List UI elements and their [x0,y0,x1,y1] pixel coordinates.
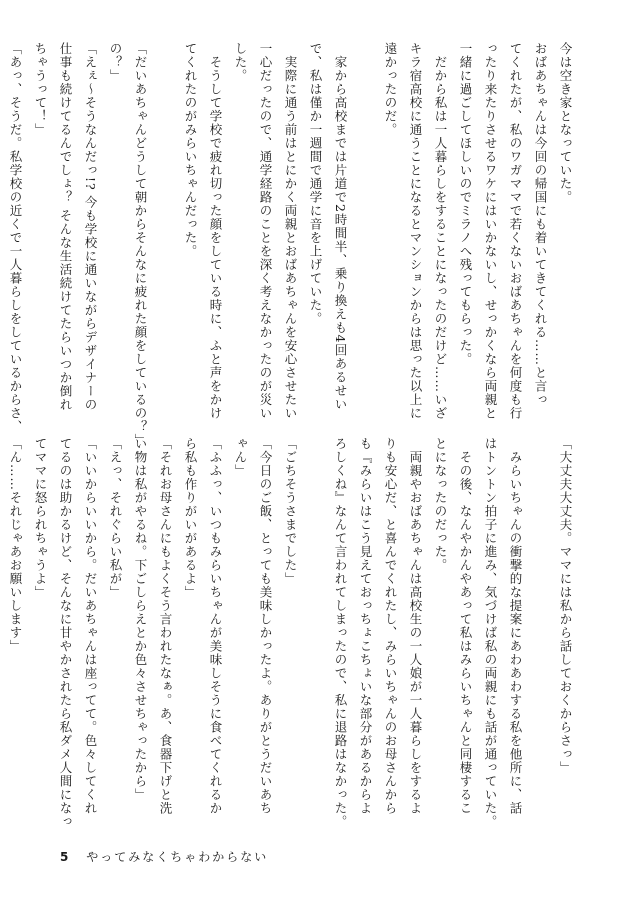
text-line: はトントン拍子に進み、気づけば私の両親にも話が通っていた。 [483,437,498,829]
text-line: 家から高校までは片道で2時間半、乗り換えも4回あるせい [333,42,348,411]
text-line: 「いいからいいから。だいあちゃんは座ってて。色々してくれ [83,437,98,815]
text-line: だから私は一人暮らしをすることになったのだけど……いざ [433,42,448,420]
text-line: 「それお母さんにもよくそう言われたなぁ。あ、食器下げと洗 [158,437,173,815]
text-line: 「えっ、それぐらい私が」 [108,437,123,599]
text-line: てるのは助かるけど、そんなに甘やかされたら私ダメ人間になっ [58,437,73,829]
text-line [303,437,328,807]
lower-text-block [8,437,578,829]
text-line [153,42,178,382]
text-line: ら私も作りがいがあるよ」 [183,437,198,599]
text-line: ろしくね』なんて言われてしまったので、私に退路はなかった。 [333,437,348,829]
text-line: 「だいあちゃんどうして朝からそんなに疲れた顔をしているの？」 [133,42,148,447]
text-line [353,42,378,382]
text-line: 遠かったのだ。 [383,42,398,137]
text-line: 「あっ、そうだ。私学校の近くで一人暮らしをしているからさ、 [8,42,23,434]
text-line: おばあちゃんは今回の帰国にも着いてきてくれる……と言っ [533,42,548,407]
page-footer [60,848,268,865]
text-line: 仕事も続けてるんでしょ？ そんな生活続けてたらいつか倒れ [58,42,73,412]
text-line: みらいちゃんの衝撃的な提案にあわあわする私を他所に、話 [508,437,523,815]
text-line: とになったのだった。 [433,437,448,572]
text-line: 両親やおばあちゃんは高校生の一人娘が一人暮らしをするよ [408,437,423,815]
text-line: 一心だったので、通学経路のことを深く考えなかったのが災い [258,42,273,420]
text-line: した。 [233,42,248,83]
text-line [528,437,553,807]
text-line: りも安心だ、と喜んでくれたし、みらいちゃんのお母さんから [383,437,398,815]
text-line: てくれたが、私のワガママで若くないおばあちゃんを何度も行 [508,42,523,420]
text-line: 「大丈夫大丈夫。ママには私から話しておくからさっ」 [558,437,573,775]
upper-text-block [8,42,578,447]
text-line: てママに怒られちゃうよ」 [33,437,48,599]
text-line: そうして学校で疲れ切った顔をしている時に、ふと声をかけ [208,42,223,420]
text-line: い物は私がやるね。下ごしらえとか色々させちゃったから」 [133,437,148,802]
text-line: その後、なんやかんやあって私はみらいちゃんと同棲するこ [458,437,473,815]
text-line: で、私は僅か一週間で通学に音を上げていた。 [308,42,323,326]
text-line: ったり来たりさせるワケにはいかないし、せっかくなら両親と [483,42,498,420]
running-title: やってみなくちゃわからない [86,850,269,864]
text-line: ちゃうって！」 [33,42,48,137]
text-line: てくれたのがみらいちゃんだった。 [183,42,198,258]
text-line: の？」 [108,42,123,83]
text-line: キラ宿高校に通うことになるとマンションからは思った以上に [408,42,423,420]
text-line: 「今日のご飯、とっても美味しかったよ。ありがとうだいあち [258,437,273,815]
text-line: 今は空き家となっていた。 [558,42,573,204]
text-line: も『みらいはこう見えておっちょこちょいな部分があるからよ [358,437,373,815]
text-line: 「ふふっ、いつもみらいちゃんが美味しそうに食べてくれるか [208,437,223,815]
text-line: 「えぇ～そうなんだっ!? 今も学校に通いながらデザイナーの [83,42,98,412]
text-line: 一緒に過ごしてほしいのでミラノへ残ってもらった。 [458,42,473,366]
text-line: 「ん……それじゃあお願いします」 [8,437,23,653]
page-number: 5 [60,850,71,864]
text-line: ゃん」 [233,437,248,478]
text-line: 実際に通う前はとにかく両親とおばあちゃんを安心させたい [283,42,298,420]
text-line: 「ごちそうさまでした」 [283,437,298,586]
